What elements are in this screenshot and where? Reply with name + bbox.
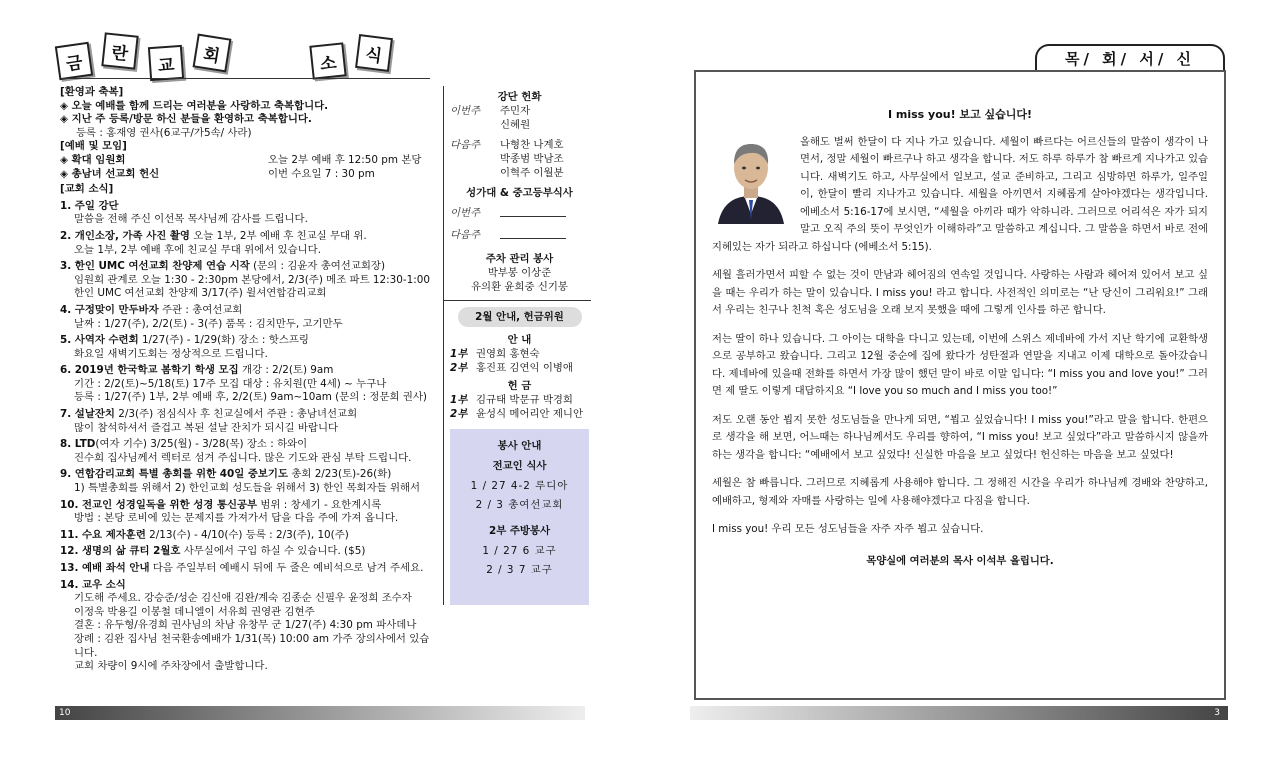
meal-row: 1 / 27 4-2 루디아 xyxy=(470,480,569,492)
service-label: 2부 xyxy=(450,362,468,374)
news-item xyxy=(60,364,438,405)
page-number: 3 xyxy=(1214,708,1220,718)
person-name: 나형찬 나계호 xyxy=(500,139,564,151)
offering-row xyxy=(450,407,589,421)
news-item-body: 이정욱 박용길 이봉철 데니엘이 서유희 권영관 김현주 xyxy=(74,605,315,618)
person-name: 박부봉 이상준 xyxy=(487,267,552,279)
title-tile: 식 xyxy=(355,34,393,72)
page-footer xyxy=(55,706,585,720)
worship-when: 이번 수요일 7 : 30 pm xyxy=(268,167,375,180)
news-item xyxy=(60,499,438,526)
news-item-body: 많이 참석하셔서 즐겁고 복된 설날 잔치가 되시길 바랍니다 xyxy=(74,421,339,434)
news-item-detail: (문의 : 김윤자 총여선교회장) xyxy=(249,260,386,273)
news-item-body: 오늘 1부, 2부 예배 후에 친교실 무대 위에서 있습니다. xyxy=(74,243,321,256)
news-heading: [교회 소식] xyxy=(60,183,114,196)
news-item-detail: 사무실에서 구입 하실 수 있습니다. ($5) xyxy=(180,545,366,558)
offering-row xyxy=(450,393,589,407)
title-tile: 란 xyxy=(101,32,138,69)
letter-paragraph: 저도 오랜 동안 뵙지 못한 성도님들을 만나게 되면, “뵙고 싶었습니다! I miss you!”라고 말을 합니다. 한편으로 생각을 해 보면, 어느때는 하나님께서도 우리를 향하여, “I miss you! 보고 싶었다”라고 말씀하시지 않을까 하는 생각을 합니다: “예배에서 보고 싶었다! 신실한 마음을 보고 싶었다! 헌신하는 마음을 보고 싶었다! xyxy=(712,413,1208,461)
left-page xyxy=(0,0,600,777)
news-item xyxy=(60,200,438,227)
news-item-detail: 주관 : 총여선교회 xyxy=(158,303,243,316)
news-item-body: 결혼 : 유두형/유경희 권사님의 차남 유창무 군 1/27(주) 4:30 pm 파사데나 xyxy=(74,619,417,632)
news-item-detail: 1/27(주) - 1/29(화) 장소 : 핫스프링 xyxy=(138,334,309,347)
worship-when: 오늘 2부 예배 후 12:50 pm 본당 xyxy=(268,153,422,166)
news-item-title: 13. 예배 좌석 안내 xyxy=(60,562,150,574)
news-item-title: 2. 개인소장, 가족 사진 촬영 xyxy=(60,229,190,242)
welcome-line: ◈ 오늘 예배를 함께 드리는 여러분을 사랑하고 축복합니다. xyxy=(60,99,329,112)
title-tile: 회 xyxy=(193,34,232,73)
person-name: 김규태 박문규 박경희 xyxy=(476,394,573,406)
person-name: 권영희 홍현숙 xyxy=(476,348,540,360)
meal-title: 전교인 식사 xyxy=(492,460,547,472)
news-item-detail: 범위 : 창세기 - 요한계시록 xyxy=(257,498,382,511)
news-item-title: 8. LTD xyxy=(60,438,96,451)
service-label: 2부 xyxy=(450,408,468,420)
news-item-body: 화요일 새벽기도회는 정상적으로 드립니다. xyxy=(74,347,268,360)
person-name: 윤성식 메어리안 제니안 xyxy=(476,408,583,420)
blank-line xyxy=(500,228,566,239)
person-name: 이혁주 이월분 xyxy=(500,167,564,179)
letter-paragraph: 세월 흘러가면서 피할 수 없는 것이 만남과 헤어짐의 연속일 것입니다. 사랑하는 사람과 헤어져 있어서 보고 싶을 때는 우리가 하는 말이 있습니다. I miss you! 라고 합니다. 사전적인 의미로는 “난 당신이 그리워요!” 그래서 우리는 친구나 친척 혹은 성도님을 오래 보지 못했을 때에 그렇게 인사를 하곤 합니다. xyxy=(712,269,1208,316)
news-item-body: 방법 : 본당 로비에 있는 문제지를 가져가서 답을 다음 주에 가져 옵니다. xyxy=(74,512,399,525)
news-item-body: 말씀을 전해 주신 이선목 목사님께 감사를 드립니다. xyxy=(74,213,308,226)
news-item-title: 11. 수요 제자훈련 xyxy=(60,528,146,541)
news-item-title: 3. 한인 UMC 여선교회 찬양제 연습 시작 xyxy=(60,260,250,273)
news-item-detail: 2/3(주) 점심식사 후 친교실에서 주관 : 총남녀선교회 xyxy=(114,408,358,421)
page-number: 10 xyxy=(59,708,71,718)
news-item xyxy=(60,304,438,331)
worship-name: ◈ 총남녀 선교회 헌신 xyxy=(60,167,160,180)
kitchen-title: 2부 주방봉사 xyxy=(488,525,551,537)
person-name: 주민자 xyxy=(500,105,531,117)
news-item-body: 날짜 : 1/27(주), 2/2(토) - 3(주) 품목 : 김치만두, 고기만두 xyxy=(74,317,343,330)
divider xyxy=(444,300,591,301)
letter-heading: I miss you! 보고 싶습니다! xyxy=(887,108,1033,121)
choir-next-week xyxy=(450,228,589,242)
altar-this-week xyxy=(450,104,589,132)
service-box xyxy=(450,429,589,605)
news-item xyxy=(60,334,438,361)
news-item-title: 1. 주일 강단 xyxy=(60,199,119,212)
feb-usher-title: 2월 안내, 헌금위원 xyxy=(458,307,582,327)
news-item-detail: 오늘 1부, 2부 예배 후 친교실 무대 위. xyxy=(189,229,367,242)
person-name: 박종범 박남조 xyxy=(500,153,564,165)
news-item-body: 장례 : 김완 집사님 천국환송예배가 1/31(목) 10:00 am 가주 장의사에서 있습니다. xyxy=(74,632,430,659)
duty-column xyxy=(443,86,589,605)
news-item-detail: (여자 기수) 3/25(월) - 3/28(목) 장소 : 하와이 xyxy=(95,438,308,451)
service-label: 1부 xyxy=(450,394,468,406)
news-item-detail: 총회 2/23(토)-26(화) xyxy=(288,468,392,481)
role-label: 다음주 xyxy=(450,139,481,151)
role-label: 이번주 xyxy=(450,207,481,219)
letter-paragraph: 세월은 참 빠릅니다. 그러므로 지혜롭게 사용해야 합니다. 그 정해진 시간을 우리가 하나님께 경배와 찬양하고, 예배하고, 형제와 자매를 사랑하는 일에 사용해야겠다고 다짐을 합니다. xyxy=(712,477,1208,507)
news-item-body: 한인 UMC 여선교회 찬양제 3/17(주) 윌셔연합감리교회 xyxy=(74,287,327,300)
news-item xyxy=(60,562,438,576)
welcome-line: ◈ 지난 주 등록/방문 하신 분들을 환영하고 축복합니다. xyxy=(60,113,312,126)
news-item xyxy=(60,438,438,465)
news-item-title: 4. 구정맞이 만두바자 xyxy=(60,303,159,316)
worship-row xyxy=(60,154,438,168)
news-item-title: 6. 2019년 한국학교 봄학기 학생 모집 xyxy=(60,364,239,377)
news-item xyxy=(60,545,438,559)
news-item-body: 기간 : 2/2(토)~5/18(토) 17주 모집 대상 : 유치원(만 4세) ~ 누구나 xyxy=(74,377,387,390)
announcements-column xyxy=(60,86,438,674)
portrait-icon xyxy=(712,136,790,224)
news-item-title: 10. 전교인 성경일독을 위한 성경 통신공부 xyxy=(60,498,258,511)
news-item xyxy=(60,468,438,495)
blank-line xyxy=(500,206,566,217)
letter-paragraph: I miss you! 우리 모든 성도님들을 자주 자주 뵙고 싶습니다. xyxy=(712,523,984,535)
news-item-title: 9. 연합감리교회 특별 총회를 위한 40일 중보기도 xyxy=(60,468,289,481)
news-item-body: 기도해 주세요. 강승준/성순 김신애 김완/계숙 김종순 신필우 윤정희 조수자 xyxy=(74,592,412,605)
news-item-title: 5. 사역자 수련회 xyxy=(60,334,139,347)
meal-row: 2 / 3 총여선교회 xyxy=(475,499,564,511)
news-item xyxy=(60,260,438,301)
right-page xyxy=(690,0,1280,777)
news-item-title: 12. 생명의 삶 큐티 2월호 xyxy=(60,545,181,558)
news-item xyxy=(60,529,438,543)
worship-heading: [예배 및 모임] xyxy=(60,140,127,153)
news-item xyxy=(60,579,438,674)
page-footer xyxy=(690,706,1228,720)
title-tile: 금 xyxy=(55,42,93,80)
news-item-body: 임원회 관계로 오늘 1:30 - 2:30pm 본당에서, 2/3(주) 메조 파트 12:30-1:00 xyxy=(74,273,430,286)
welcome-heading: [환영과 축복] xyxy=(60,86,124,98)
news-item-detail: 다음 주일부터 예배시 뒤에 두 줄은 예비석으로 남겨 주세요. xyxy=(149,562,424,574)
news-item-title: 7. 설날잔치 xyxy=(60,408,115,421)
altar-title: 강단 헌화 xyxy=(497,91,542,103)
letter-signature: 목양실에 여러분의 목사 이석부 올립니다. xyxy=(866,554,1054,567)
choir-title: 성가대 & 중고등부식사 xyxy=(466,187,573,199)
kitchen-row: 2 / 3 7 교구 xyxy=(486,564,553,576)
pastor-photo xyxy=(712,136,790,224)
news-item-detail: 2/13(수) - 4/10(수) 등록 : 2/3(주), 10(주) xyxy=(145,528,349,541)
pastor-letter xyxy=(694,70,1226,700)
offering-title: 헌 금 xyxy=(507,380,532,392)
news-item xyxy=(60,408,438,435)
usher-row xyxy=(450,361,589,375)
news-item-body: 1) 특별총회를 위해서 2) 한인교회 성도들을 위해서 3) 한인 목회자들 위해서 xyxy=(74,482,421,495)
worship-name: ◈ 확대 임원회 xyxy=(60,153,126,166)
news-item-detail: 개강 : 2/2(토) 9am xyxy=(238,364,334,377)
service-title: 봉사 안내 xyxy=(497,440,542,452)
person-name: 신혜원 xyxy=(500,119,531,131)
newsletter-title xyxy=(55,30,425,90)
title-tile: 교 xyxy=(148,45,184,81)
news-item-title: 14. 교우 소식 xyxy=(60,578,126,591)
parking-title: 주차 관리 봉사 xyxy=(485,253,554,265)
letter-paragraph: 저는 딸이 하나 있습니다. 그 아이는 대학을 다니고 있는데, 이번에 스위스 제네바에 가서 지난 학기에 교환학생으로 공부하고 왔습니다. 그리고 12월 중순에 집에 왔다가 성탄절과 연말을 지내고 이제 대학으로 돌아갔습니다. 제네바에 있을때 전화를 하면서 가장 많이 했던 말이 바로 이말 입니다: “I miss you and love you!” 그러면 제 딸도 이렇게 대답하지요 “I love you so much and I miss you too!” xyxy=(712,332,1208,397)
news-item-body: 교회 차량이 9시에 주차장에서 출발합니다. xyxy=(74,660,268,673)
person-name: 홍진표 김연익 이병애 xyxy=(476,362,573,374)
person-name: 유의환 윤희중 신기봉 xyxy=(471,281,568,293)
letter-paragraph: 올해도 벌써 한달이 다 지나 가고 있습니다. 세월이 빠르다는 어르신들의 말씀이 생각이 나면서, 정말 세월이 빠르구나 하고 생각을 합니다. 저도 하루 하루가 참 빠르게 지나가고 있습니다. 새벽기도 하고, 사무실에서 일보고, 설교 준비하고, 그리고 심방하면 하루가, 일주일이, 한달이 빨리 지나가고 있습니다. 세월을 아끼면서 지혜롭게 살아야겠다는 생각입니다. 에베소서 5:16-17에 보시면, “세월을 아끼라 때가 악하니라. 그러므로 어리석은 자가 되지 말고 오직 주의 뜻이 무엇인가 이해하라”고 말씀하고 계십니다. 그 말씀을 하면서 바로 전에 지혜있는 자가 되라고 하십니다 (에베소서 5:15). xyxy=(712,135,1208,253)
news-item-body: 등록 : 1/27(주) 1부, 2부 예배 후, 2/2(토) 9am~10am (문의 : 정문희 권사) xyxy=(74,391,427,404)
altar-next-week xyxy=(450,138,589,180)
usher-row xyxy=(450,347,589,361)
service-label: 1부 xyxy=(450,348,468,360)
divider xyxy=(60,78,430,79)
usher-title: 안 내 xyxy=(507,334,532,346)
role-label: 다음주 xyxy=(450,229,481,241)
section-tab: 목/ 회/ 서/ 신 xyxy=(1035,44,1225,72)
worship-row xyxy=(60,168,438,182)
kitchen-row: 1 / 27 6 교구 xyxy=(482,545,557,557)
news-item xyxy=(60,230,438,257)
registered-member: 등록 : 홍재영 권사(6교구/가5속/ 사라) xyxy=(76,126,252,139)
title-tile: 소 xyxy=(309,42,346,79)
choir-this-week xyxy=(450,206,589,220)
role-label: 이번주 xyxy=(450,105,481,117)
news-item-body: 진수희 집사님께서 렉터로 섬겨 주십니다. 많은 기도와 관심 부탁 드립니다. xyxy=(74,451,412,464)
